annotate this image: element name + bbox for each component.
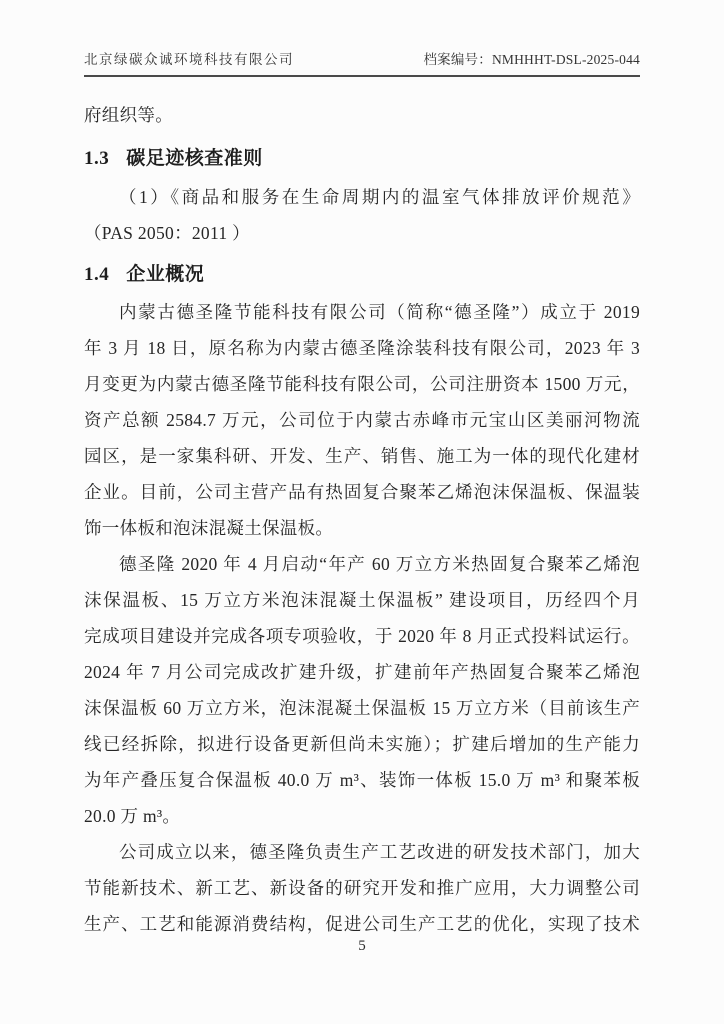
section-number: 1.4	[84, 264, 110, 285]
para2-line: 20.0 万 m³。	[84, 806, 181, 826]
doc-number-value: NMHHHT-DSL-2025-044	[491, 52, 640, 67]
header-company-name: 北京绿碳众诚环境科技有限公司	[84, 52, 294, 67]
section-heading-1-4	[84, 262, 640, 288]
para2-line: 为年产叠压复合保温板 40.0 万 m³、装饰一体板 15.0 万 m³ 和聚苯板	[84, 770, 640, 790]
section-1-3-line: （PAS 2050：2011 ）	[84, 223, 250, 243]
section-1-3-line: （1）《商品和服务在生命周期内的温室气体排放评价规范》	[119, 187, 640, 207]
page-header	[84, 48, 640, 77]
para1-line: 资产总额 2584.7 万元，公司位于内蒙古赤峰市元宝山区美丽河物流	[84, 410, 640, 430]
para2-line: 2024 年 7 月公司完成改扩建升级，扩建前年产热固复合聚苯乙烯泡	[84, 662, 640, 682]
para2-line: 线已经拆除，拟进行设备更新但尚未实施）；扩建后增加的生产能力	[84, 734, 640, 754]
para2-line: 德圣隆 2020 年 4 月启动“年产 60 万立方米热固复合聚苯乙烯泡	[119, 554, 640, 574]
para1-line: 饰一体板和泡沫混凝土保温板。	[84, 518, 334, 538]
section-number: 1.3	[84, 148, 110, 169]
doc-number-label: 档案编号：	[423, 52, 492, 67]
section-title: 碳足迹核查准则	[126, 148, 263, 169]
para1-line: 企业。目前，公司主营产品有热固复合聚苯乙烯泡沫保温板、保温装	[84, 482, 640, 502]
para1-line: 园区，是一家集科研、开发、生产、销售、施工为一体的现代化建材	[84, 446, 640, 466]
carried-over-paragraph-line: 府组织等。	[84, 105, 173, 125]
para3-line: 公司成立以来，德圣隆负责生产工艺改进的研发技术部门，加大	[119, 842, 640, 862]
para1-line: 内蒙古德圣隆节能科技有限公司（简称“德圣隆”）成立于 2019	[119, 302, 640, 322]
section-heading-1-3	[84, 146, 640, 172]
para2-line: 沫保温板、15 万立方米泡沫混凝土保温板” 建设项目，历经四个月	[84, 590, 640, 610]
para1-line: 月变更为内蒙古德圣隆节能科技有限公司，公司注册资本 1500 万元，	[84, 374, 640, 394]
para3-line: 生产、工艺和能源消费结构，促进公司生产工艺的优化，实现了技术	[84, 914, 640, 934]
para3-line: 节能新技术、新工艺、新设备的研究开发和推广应用，大力调整公司	[84, 878, 640, 898]
para1-line: 年 3 月 18 日，原名称为内蒙古德圣隆涂装科技有限公司，2023 年 3	[84, 338, 640, 358]
para2-line: 沫保温板 60 万立方米，泡沫混凝土保温板 15 万立方米（目前该生产	[84, 698, 640, 718]
page-number: 5	[358, 938, 366, 954]
section-title: 企业概况	[126, 264, 205, 285]
header-doc-number	[423, 48, 640, 68]
para2-line: 完成项目建设并完成各项专项验收，于 2020 年 8 月正式投料试运行。	[84, 626, 640, 646]
